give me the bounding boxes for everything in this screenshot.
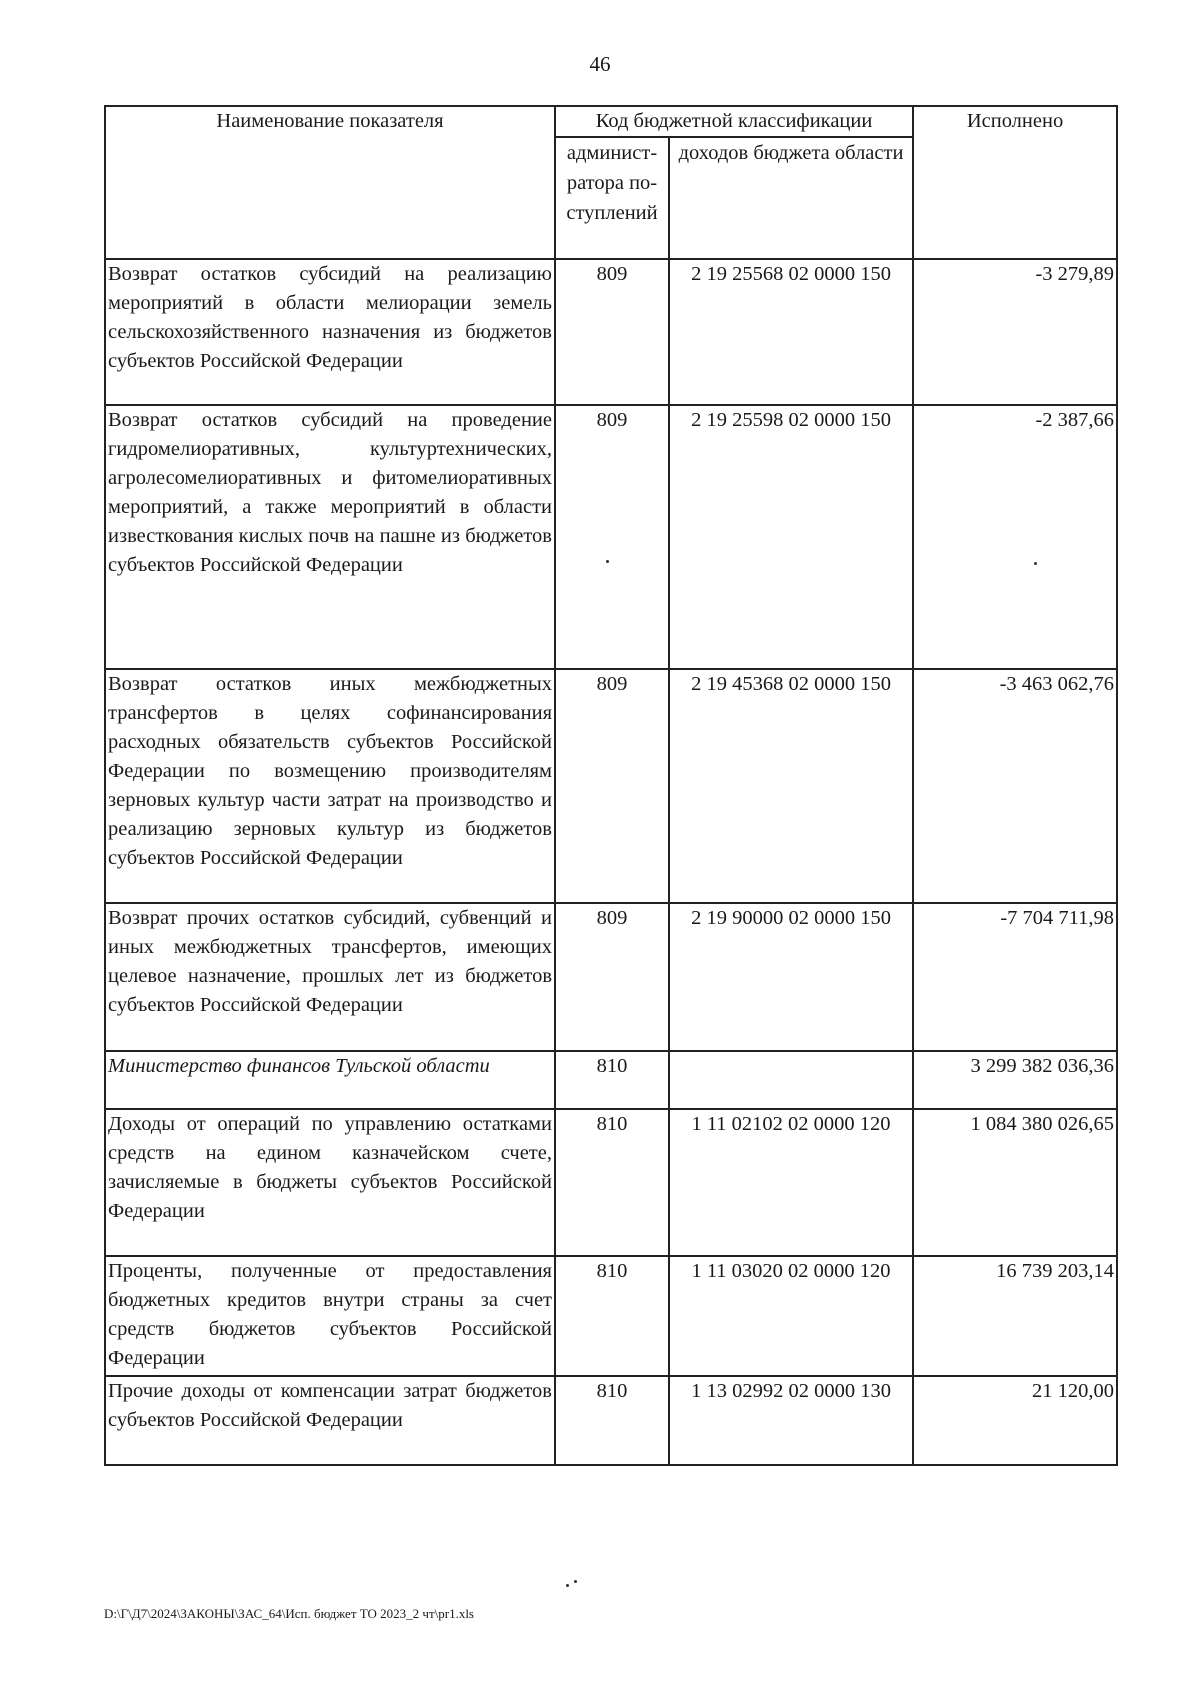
scan-speck — [1034, 562, 1037, 565]
row-admin-code: 810 — [555, 1376, 669, 1465]
row-amount: 21 120,00 — [913, 1376, 1117, 1465]
row-amount: -3 463 062,76 — [913, 669, 1117, 903]
header-executed: Исполнено — [913, 106, 1117, 259]
table-row — [105, 405, 1117, 669]
row-admin-code: 809 — [555, 669, 669, 903]
row-admin-code: 809 — [555, 259, 669, 405]
header-name: Наименование показателя — [105, 106, 555, 259]
header-admin: админист-ратора по-ступлений — [555, 137, 669, 259]
scan-speck — [606, 560, 609, 563]
header-income-code: доходов бюджета области — [669, 137, 913, 259]
row-admin-code: 809 — [555, 903, 669, 1051]
row-income-code: 2 19 25598 02 0000 150 — [669, 405, 913, 669]
row-name: Министерство финансов Тульской области — [105, 1051, 555, 1109]
row-admin-code: 810 — [555, 1051, 669, 1109]
row-name: Возврат остатков субсидий на проведение гидромелиоративных, культуртехнических, агролесомелиоративных и фитомелиоративных мероприятий, а также мероприятий в области известкования кислых почв на пашне из бюджетов субъектов Российской Федерации — [105, 405, 555, 669]
row-name: Возврат прочих остатков субсидий, субвенций и иных межбюджетных трансфертов, имеющих целевое назначение, прошлых лет из бюджетов субъектов Российской Федерации — [105, 903, 555, 1051]
row-amount: -7 704 711,98 — [913, 903, 1117, 1051]
scan-speck — [566, 1584, 569, 1587]
row-name: Возврат остатков иных межбюджетных трансфертов в целях софинансирования расходных обязательств субъектов Российской Федерации по возмещению производителям зерновых культур части затрат на производство и реализацию зерновых культур из бюджетов субъектов Российской Федерации — [105, 669, 555, 903]
row-admin-code: 810 — [555, 1256, 669, 1376]
table-row — [105, 1376, 1117, 1465]
page-number: 46 — [589, 52, 611, 76]
row-amount: 1 084 380 026,65 — [913, 1109, 1117, 1256]
table-row — [105, 1051, 1117, 1109]
table-row — [105, 669, 1117, 903]
table-row — [105, 1109, 1117, 1256]
table-row — [105, 903, 1117, 1051]
budget-income-table — [104, 105, 1118, 1466]
file-path-footer: D:\Г\Д7\2024\ЗАКОНЫ\ЗАС_64\Исп. бюджет ТО 2023_2 чт\pr1.xls — [104, 1606, 474, 1621]
row-name: Прочие доходы от компенсации затрат бюджетов субъектов Российской Федерации — [105, 1376, 555, 1465]
row-amount: -3 279,89 — [913, 259, 1117, 405]
row-amount: -2 387,66 — [913, 405, 1117, 669]
row-income-code: 2 19 90000 02 0000 150 — [669, 903, 913, 1051]
row-name: Проценты, полученные от предоставления бюджетных кредитов внутри страны за счет средств бюджетов субъектов Российской Федерации — [105, 1256, 555, 1376]
row-income-code: 2 19 45368 02 0000 150 — [669, 669, 913, 903]
row-name: Возврат остатков субсидий на реализацию мероприятий в области мелиорации земель сельскохозяйственного назначения из бюджетов субъектов Российской Федерации — [105, 259, 555, 405]
row-income-code: 2 19 25568 02 0000 150 — [669, 259, 913, 405]
row-amount: 3 299 382 036,36 — [913, 1051, 1117, 1109]
row-amount: 16 739 203,14 — [913, 1256, 1117, 1376]
table-row — [105, 1256, 1117, 1376]
row-income-code: 1 11 02102 02 0000 120 — [669, 1109, 913, 1256]
row-admin-code: 809 — [555, 405, 669, 669]
row-name: Доходы от операций по управлению остатками средств на едином казначейском счете, зачисляемые в бюджеты субъектов Российской Федерации — [105, 1109, 555, 1256]
row-income-code: 1 13 02992 02 0000 130 — [669, 1376, 913, 1465]
row-income-code — [669, 1051, 913, 1109]
scan-speck — [574, 1580, 577, 1583]
row-admin-code: 810 — [555, 1109, 669, 1256]
header-code-group: Код бюджетной классификации — [555, 106, 913, 137]
row-income-code: 1 11 03020 02 0000 120 — [669, 1256, 913, 1376]
table-row — [105, 259, 1117, 405]
